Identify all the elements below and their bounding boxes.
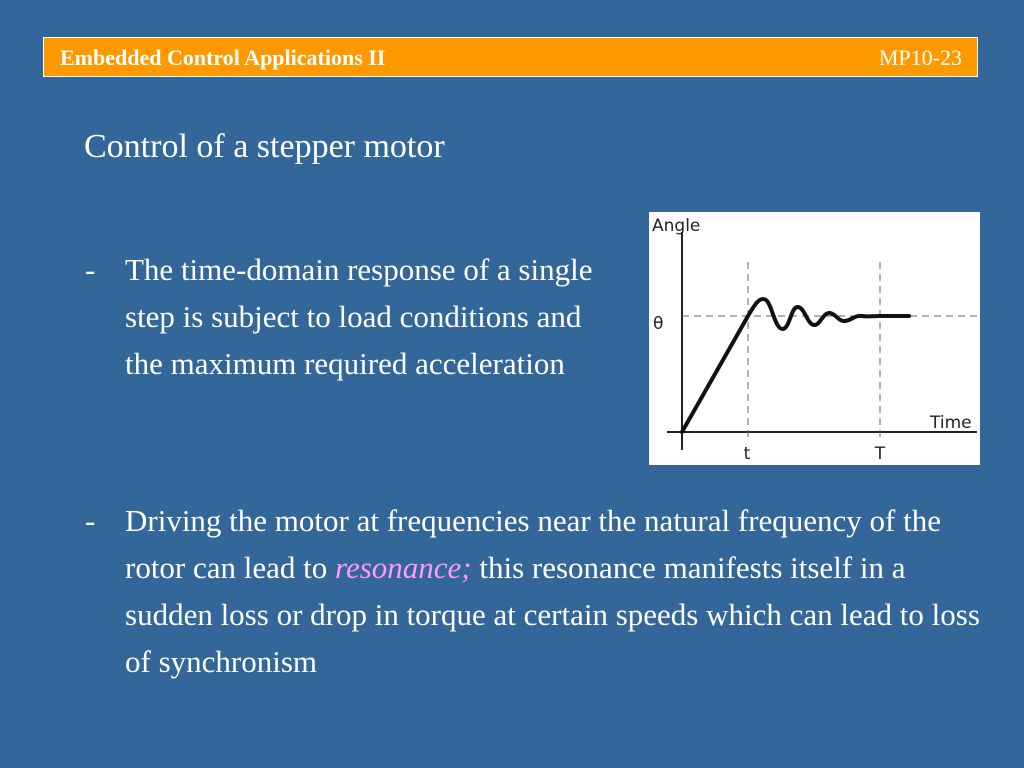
step-response-diagram	[649, 212, 980, 465]
bullet-text-after: this resonance manifests itself in a sudden loss or drop in torque at certain speeds which can lead to loss of synchronism	[125, 550, 980, 679]
step-response-figure	[649, 212, 980, 465]
theta-label: θ	[653, 314, 664, 334]
bullet-item-resonance	[85, 497, 985, 685]
bullet-item-step-response	[85, 246, 625, 387]
bullet-text: The time-domain response of a single step is subject to load conditions and the maximum required acceleration	[125, 252, 593, 381]
resonance-emphasis: resonance;	[335, 550, 472, 585]
header-bar	[43, 37, 978, 77]
angle-response-curve	[682, 299, 909, 432]
slide-title: Control of a stepper motor	[84, 128, 445, 165]
bullet-text	[125, 497, 985, 685]
t-label: t	[743, 444, 751, 464]
x-axis-label: Time	[930, 413, 972, 433]
T-label: T	[874, 444, 886, 464]
bullet-marker: -	[85, 503, 96, 538]
bullet-marker: -	[85, 252, 96, 287]
bullet-text-before: Driving the motor at frequencies near the natural frequency of the rotor can lead to	[125, 503, 941, 585]
course-title: Embedded Control Applications II	[60, 45, 386, 70]
slide-number: MP10-23	[878, 45, 962, 70]
y-axis-label: Angle	[652, 216, 701, 236]
